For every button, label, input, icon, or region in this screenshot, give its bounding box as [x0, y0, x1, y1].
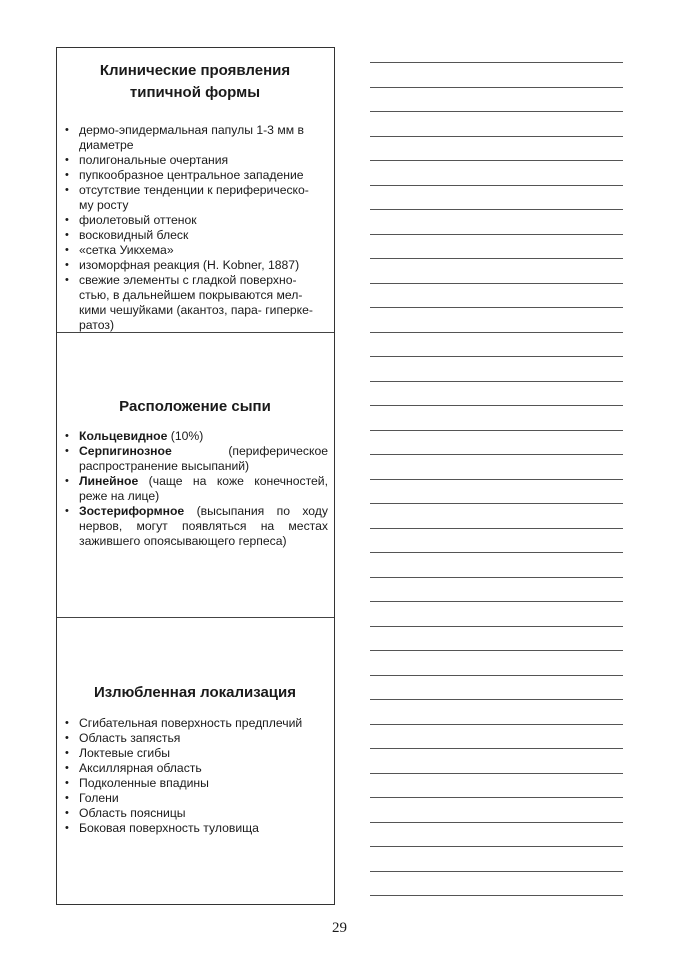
title-line: Клинические проявления	[99, 62, 291, 79]
note-line	[370, 822, 623, 823]
section-title	[62, 682, 328, 704]
note-line	[370, 160, 623, 161]
title-line: типичной формы	[129, 84, 261, 101]
note-line	[370, 871, 623, 872]
list-item: • Сгибательная поверхность предплечий	[62, 716, 328, 731]
note-line	[370, 356, 623, 357]
note-line	[370, 846, 623, 847]
list-item: • Кольцевидное (10%)	[62, 429, 328, 444]
page-number: 29	[332, 920, 347, 936]
section-rash-location	[57, 396, 334, 549]
note-line	[370, 381, 623, 382]
note-line	[370, 601, 623, 602]
list-item: • фиолетовый оттенок	[62, 213, 328, 228]
note-line	[370, 797, 623, 798]
list-item: • Линейное (чаще на коже конечностей, реже на лице)	[62, 474, 328, 504]
section-divider	[57, 617, 334, 618]
list-item: • Локтевые сгибы	[62, 746, 328, 761]
note-line	[370, 258, 623, 259]
note-line	[370, 430, 623, 431]
list-item: • «сетка Уикхема»	[62, 243, 328, 258]
section-title	[62, 396, 328, 418]
note-line	[370, 577, 623, 578]
note-line	[370, 528, 623, 529]
list-item: • свежие элементы с гладкой поверхно- стью, в дальнейшем покрываются мел- кими чешуйками (акантоз, пара- гиперке- ратоз)	[62, 273, 328, 333]
note-line	[370, 87, 623, 88]
note-line	[370, 650, 623, 651]
note-line	[370, 307, 623, 308]
note-line	[370, 626, 623, 627]
note-line	[370, 552, 623, 553]
note-line	[370, 773, 623, 774]
note-line	[370, 136, 623, 137]
note-line	[370, 62, 623, 63]
bullet-list	[62, 716, 328, 836]
list-item: • Серпигинозное (периферическое распространение высыпаний)	[62, 444, 328, 474]
list-item: • Зостериформное (высыпания по ходу нервов, могут появляться на местах зажившего опоясывающего герпеса)	[62, 504, 328, 549]
note-line	[370, 209, 623, 210]
note-line	[370, 332, 623, 333]
content-boxes	[56, 47, 335, 905]
list-item: • Аксиллярная область	[62, 761, 328, 776]
note-line	[370, 234, 623, 235]
title-line: Излюбленная локализация	[93, 684, 297, 701]
note-line	[370, 283, 623, 284]
list-item: • отсутствие тенденции к периферическо- му росту	[62, 183, 328, 213]
list-item: • Боковая поверхность туловища	[62, 821, 328, 836]
note-line	[370, 454, 623, 455]
bullet-list	[62, 429, 328, 549]
note-line	[370, 675, 623, 676]
list-item: • Подколенные впадины	[62, 776, 328, 791]
note-line	[370, 111, 623, 112]
note-line	[370, 503, 623, 504]
note-line	[370, 699, 623, 700]
bullet-list	[62, 123, 328, 333]
list-item: • Область поясницы	[62, 806, 328, 821]
list-item: • восковидный блеск	[62, 228, 328, 243]
note-lines	[370, 0, 623, 960]
note-line	[370, 185, 623, 186]
list-item: • Область запястья	[62, 731, 328, 746]
section-favorite-localization	[57, 682, 334, 836]
note-line	[370, 405, 623, 406]
list-item: • полигональные очертания	[62, 153, 328, 168]
title-line: Расположение сыпи	[119, 398, 271, 415]
note-line	[370, 895, 623, 896]
section-clinical	[57, 60, 334, 333]
note-line	[370, 479, 623, 480]
list-item: • Голени	[62, 791, 328, 806]
section-title	[62, 60, 328, 104]
note-line	[370, 724, 623, 725]
section-divider	[57, 332, 334, 333]
list-item: • дермо-эпидермальная папулы 1-3 мм в диаметре	[62, 123, 328, 153]
list-item: • пупкообразное центральное западение	[62, 168, 328, 183]
note-line	[370, 748, 623, 749]
list-item: • изоморфная реакция (H. Kobner, 1887)	[62, 258, 328, 273]
